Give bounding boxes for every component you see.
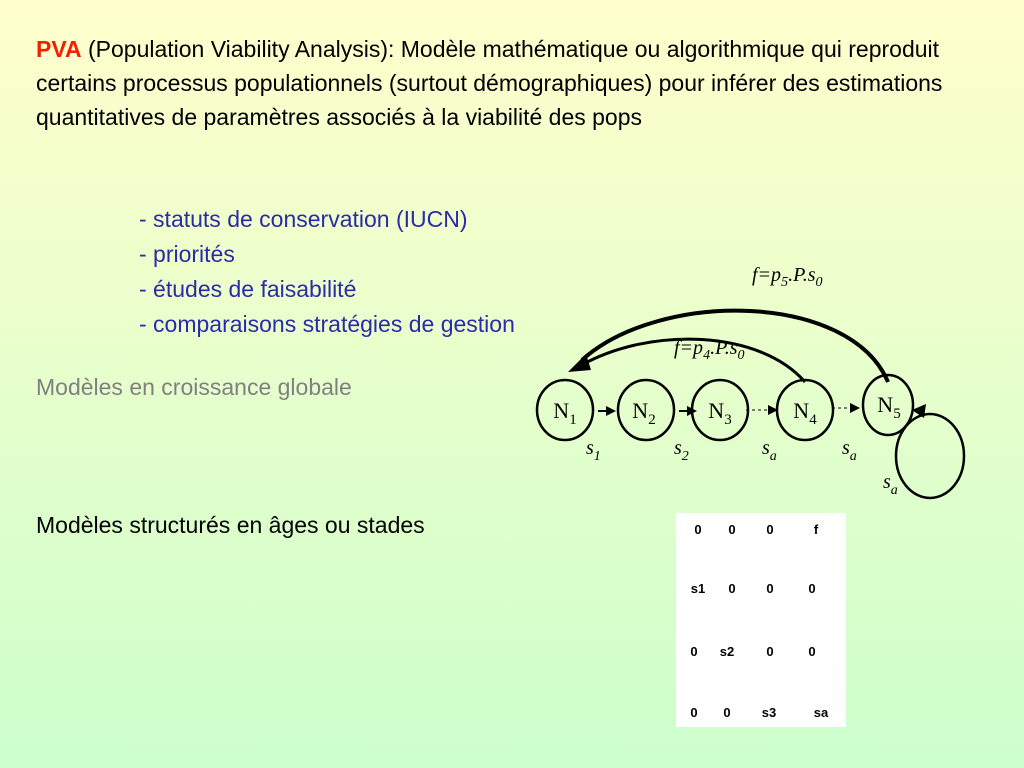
intro-text: (Population Viability Analysis): Modèle mathématique ou algorithmique qui reproduit certains processus populationnels (surtout démographiques) pour inférer des estimations quantitatives de paramètres associés à la viabilité des pops: [36, 36, 943, 130]
use-item: - études de faisabilité: [139, 276, 357, 302]
survival-label: $s_2$: [674, 437, 689, 464]
matrix-cell: s2: [719, 644, 735, 659]
matrix-cell: 0: [808, 581, 816, 596]
node-n2: [618, 380, 674, 440]
survival-label: $s_a$: [762, 437, 777, 464]
matrix-row: [676, 705, 846, 725]
svg-text:N3: $N_3$: [708, 398, 732, 428]
node-n1: [537, 380, 593, 440]
structured-models-heading: Modèles structurés en âges ou stades: [36, 512, 425, 538]
matrix-cell: f: [813, 522, 819, 537]
svg-text:N5: $N_5$: [877, 392, 901, 422]
svg-text:N1: $N_1$: [553, 398, 577, 428]
global-models-heading: Modèles en croissance globale: [36, 374, 352, 400]
matrix-cell: 0: [728, 581, 736, 596]
node-n4: [777, 380, 833, 440]
matrix-cell: 0: [766, 522, 774, 537]
node-n5: [863, 375, 913, 435]
matrix-cell: s1: [690, 581, 706, 596]
matrix-cell: 0: [690, 644, 698, 659]
matrix-row: [676, 522, 846, 542]
fecundity-label-f5: $f=p_5.P.s_0$: [752, 264, 823, 290]
matrix-cell: 0: [808, 644, 816, 659]
matrix-cell: 0: [766, 581, 774, 596]
matrix-cell: 0: [723, 705, 731, 720]
matrix-row: [676, 581, 846, 601]
matrix-cell: sa: [813, 705, 829, 720]
matrix-cell: 0: [690, 705, 698, 720]
node-n3: [692, 380, 748, 440]
use-item: - comparaisons stratégies de gestion: [139, 311, 515, 337]
use-item: - statuts de conservation (IUCN): [139, 206, 468, 232]
svg-text:N4: $N_4$: [793, 398, 817, 428]
fecundity-label-f4: $f=p_4.P.s_0$: [674, 337, 745, 363]
matrix-cell: 0: [766, 644, 774, 659]
leslie-matrix: [676, 513, 846, 727]
survival-label: $s_a$: [842, 437, 857, 464]
use-item: - priorités: [139, 241, 235, 267]
survival-label: $s_1$: [586, 437, 601, 464]
matrix-cell: s3: [761, 705, 777, 720]
svg-text:N2: $N_2$: [632, 398, 656, 428]
survival-label: $s_a$: [883, 471, 898, 498]
pva-acronym: PVA: [36, 36, 82, 62]
matrix-row: [676, 644, 846, 664]
matrix-cell: 0: [694, 522, 702, 537]
matrix-cell: 0: [728, 522, 736, 537]
